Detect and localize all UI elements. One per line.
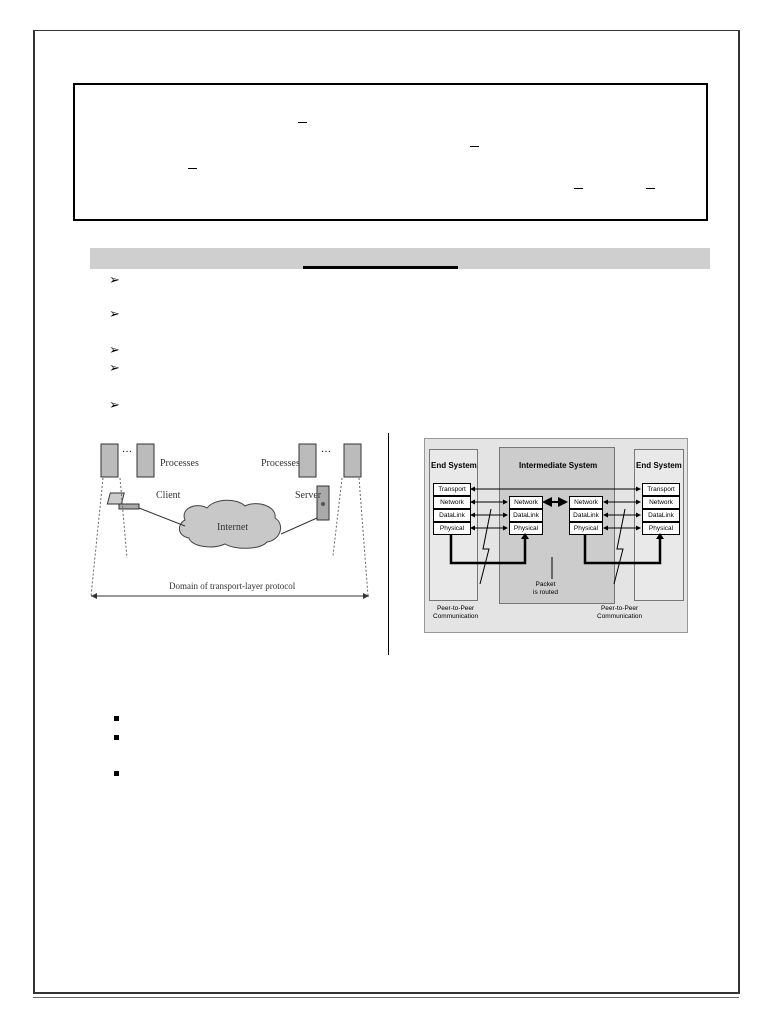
text-dash <box>574 188 583 189</box>
layer-datalink-right: DataLink <box>642 509 680 522</box>
square-bullet-icon <box>114 716 119 721</box>
layer-network-mid1: Network <box>509 496 543 509</box>
svg-text:···: ··· <box>321 447 331 458</box>
layer-network-left: Network <box>433 496 471 509</box>
peer-left-line1: Peer-to-Peer <box>436 605 475 612</box>
svg-text:···: ··· <box>122 447 132 458</box>
layer-transport-right: Transport <box>642 483 680 496</box>
routing-arrows <box>425 439 687 632</box>
transport-layer-figure <box>85 438 385 603</box>
internet-label: Internet <box>217 522 249 533</box>
layer-datalink-mid1: DataLink <box>509 509 543 522</box>
text-dash <box>298 122 307 123</box>
text-dash <box>646 188 655 189</box>
square-bullet-icon <box>114 735 119 740</box>
layer-datalink-left: DataLink <box>433 509 471 522</box>
peer-right-line1: Peer-to-Peer <box>600 605 639 612</box>
arrow-bullet-icon: ➢ <box>109 361 120 376</box>
square-bullet-icon <box>114 771 119 776</box>
layer-physical-mid1: Physical <box>509 522 543 535</box>
server-label: Server <box>295 490 322 501</box>
processes-left-label: Processes <box>160 458 199 469</box>
page-bottom-rule <box>33 992 739 998</box>
osi-routing-figure <box>424 438 688 633</box>
peer-right-label <box>597 605 642 621</box>
peer-left-line2: Communication <box>433 613 479 620</box>
arrow-bullet-icon: ➢ <box>109 398 120 413</box>
domain-label: Domain of transport-layer protocol <box>169 581 296 591</box>
layer-physical-mid2: Physical <box>569 522 603 535</box>
packet-routed-label <box>533 581 558 597</box>
end-system-right-title: End System <box>636 461 682 470</box>
layer-network-right: Network <box>642 496 680 509</box>
layer-transport-left: Transport <box>433 483 471 496</box>
intermediate-system-title: Intermediate System <box>519 461 598 470</box>
definition-box <box>73 83 708 221</box>
layer-physical-left: Physical <box>433 522 471 535</box>
transport-layer-diagram <box>85 438 385 603</box>
processes-right-label: Processes <box>261 458 300 469</box>
text-dash <box>188 168 197 169</box>
layer-datalink-mid2: DataLink <box>569 509 603 522</box>
client-label: Client <box>156 490 181 501</box>
text-dash <box>470 146 479 147</box>
packet-label-line1: Packet <box>535 581 556 588</box>
end-system-left-title: End System <box>431 461 477 470</box>
peer-right-line2: Communication <box>597 613 643 620</box>
layer-network-mid2: Network <box>569 496 603 509</box>
arrow-bullet-icon: ➢ <box>109 343 120 358</box>
packet-label-line2: is routed <box>533 589 558 596</box>
figure-separator <box>388 433 389 655</box>
arrow-bullet-icon: ➢ <box>109 307 120 322</box>
peer-left-label <box>433 605 478 621</box>
layer-physical-right: Physical <box>642 522 680 535</box>
arrow-bullet-icon: ➢ <box>109 273 120 288</box>
section-title-underline <box>303 266 458 269</box>
